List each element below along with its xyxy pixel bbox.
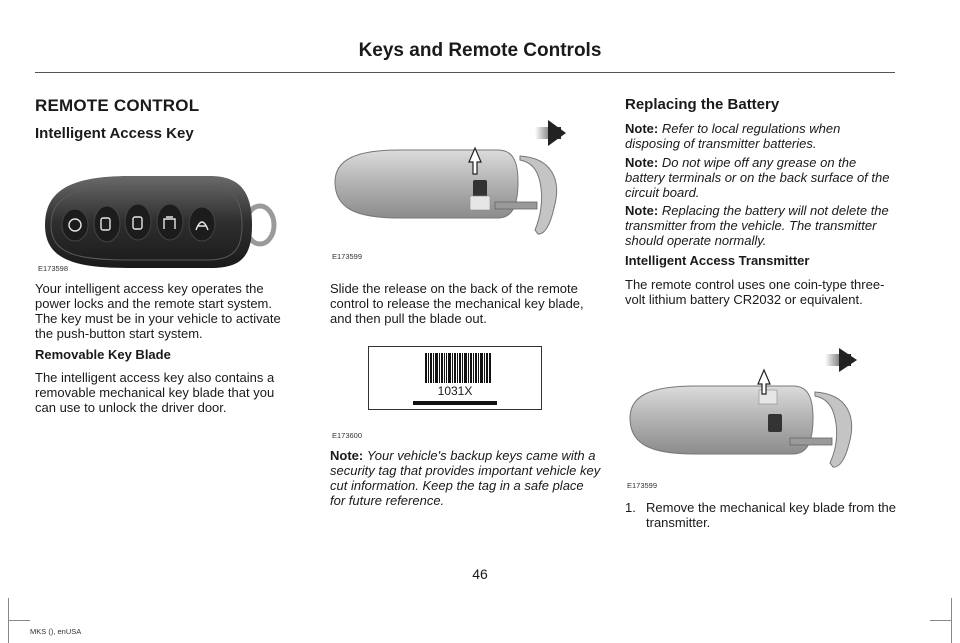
paragraph: Your intelligent access key operates the power locks and the remote start system. The key must be in your vehicle to activate the push-button start system.: [35, 281, 281, 341]
barcode-graphic: [425, 353, 491, 383]
page-number: 46: [472, 566, 488, 582]
crop-mark: [930, 620, 952, 621]
key-fob-illustration: [35, 170, 285, 270]
note-text: Do not wipe off any grease on the battery terminals or on the back surface of the circuit board.: [625, 155, 890, 200]
key-blade-removal-illustration: [625, 348, 865, 473]
note: [625, 121, 897, 151]
doc-id: MKS (), enUSA: [30, 627, 82, 636]
note-label: Note:: [625, 155, 659, 170]
paragraph: Slide the release on the back of the remote control to release the mechanical key blade, and then pull the blade out.: [330, 281, 584, 326]
tag-number: 1031X: [437, 384, 473, 398]
image-code: E173598: [38, 264, 69, 273]
note: [625, 203, 897, 248]
section-heading: REMOTE CONTROL: [35, 96, 200, 115]
heading-replacing-battery: Replacing the Battery: [625, 96, 780, 113]
note-label: Note:: [625, 121, 659, 136]
page-header-title: Keys and Remote Controls: [358, 40, 602, 61]
note-text: Replacing the battery will not delete the transmitter from the vehicle. The transmitter should operate normally.: [625, 203, 889, 248]
image-code: E173600: [332, 431, 363, 440]
step-text: Remove the mechanical key blade from the transmitter.: [646, 500, 897, 530]
note-text: Your vehicle's backup keys came with a security tag that provides important vehicle key cut information. Keep the tag in a safe place for future reference.: [330, 448, 601, 508]
note-label: Note:: [625, 203, 659, 218]
crop-mark: [8, 620, 30, 621]
header-rule: [35, 72, 895, 73]
image-code: E173599: [627, 481, 658, 490]
paragraph: The intelligent access key also contains a removable mechanical key blade that you can use to unlock the driver door.: [35, 370, 275, 415]
security-tag: [368, 346, 542, 410]
subheading-removable-key-blade: Removable Key Blade: [35, 347, 171, 362]
paragraph: The remote control uses one coin-type three-volt lithium battery CR2032 or equivalent.: [625, 277, 885, 307]
step-number: 1.: [625, 500, 636, 515]
note-label: Note:: [330, 448, 364, 463]
key-blade-removal-illustration: [330, 120, 570, 245]
subheading-intelligent-access-key: Intelligent Access Key: [35, 125, 194, 142]
note-text: Refer to local regulations when disposing of transmitter batteries.: [625, 121, 841, 151]
tag-bottom-bar: [413, 401, 497, 405]
subheading-intelligent-access-transmitter: Intelligent Access Transmitter: [625, 253, 810, 268]
note: [625, 155, 897, 200]
image-code: E173599: [332, 252, 363, 261]
note: [330, 448, 602, 508]
